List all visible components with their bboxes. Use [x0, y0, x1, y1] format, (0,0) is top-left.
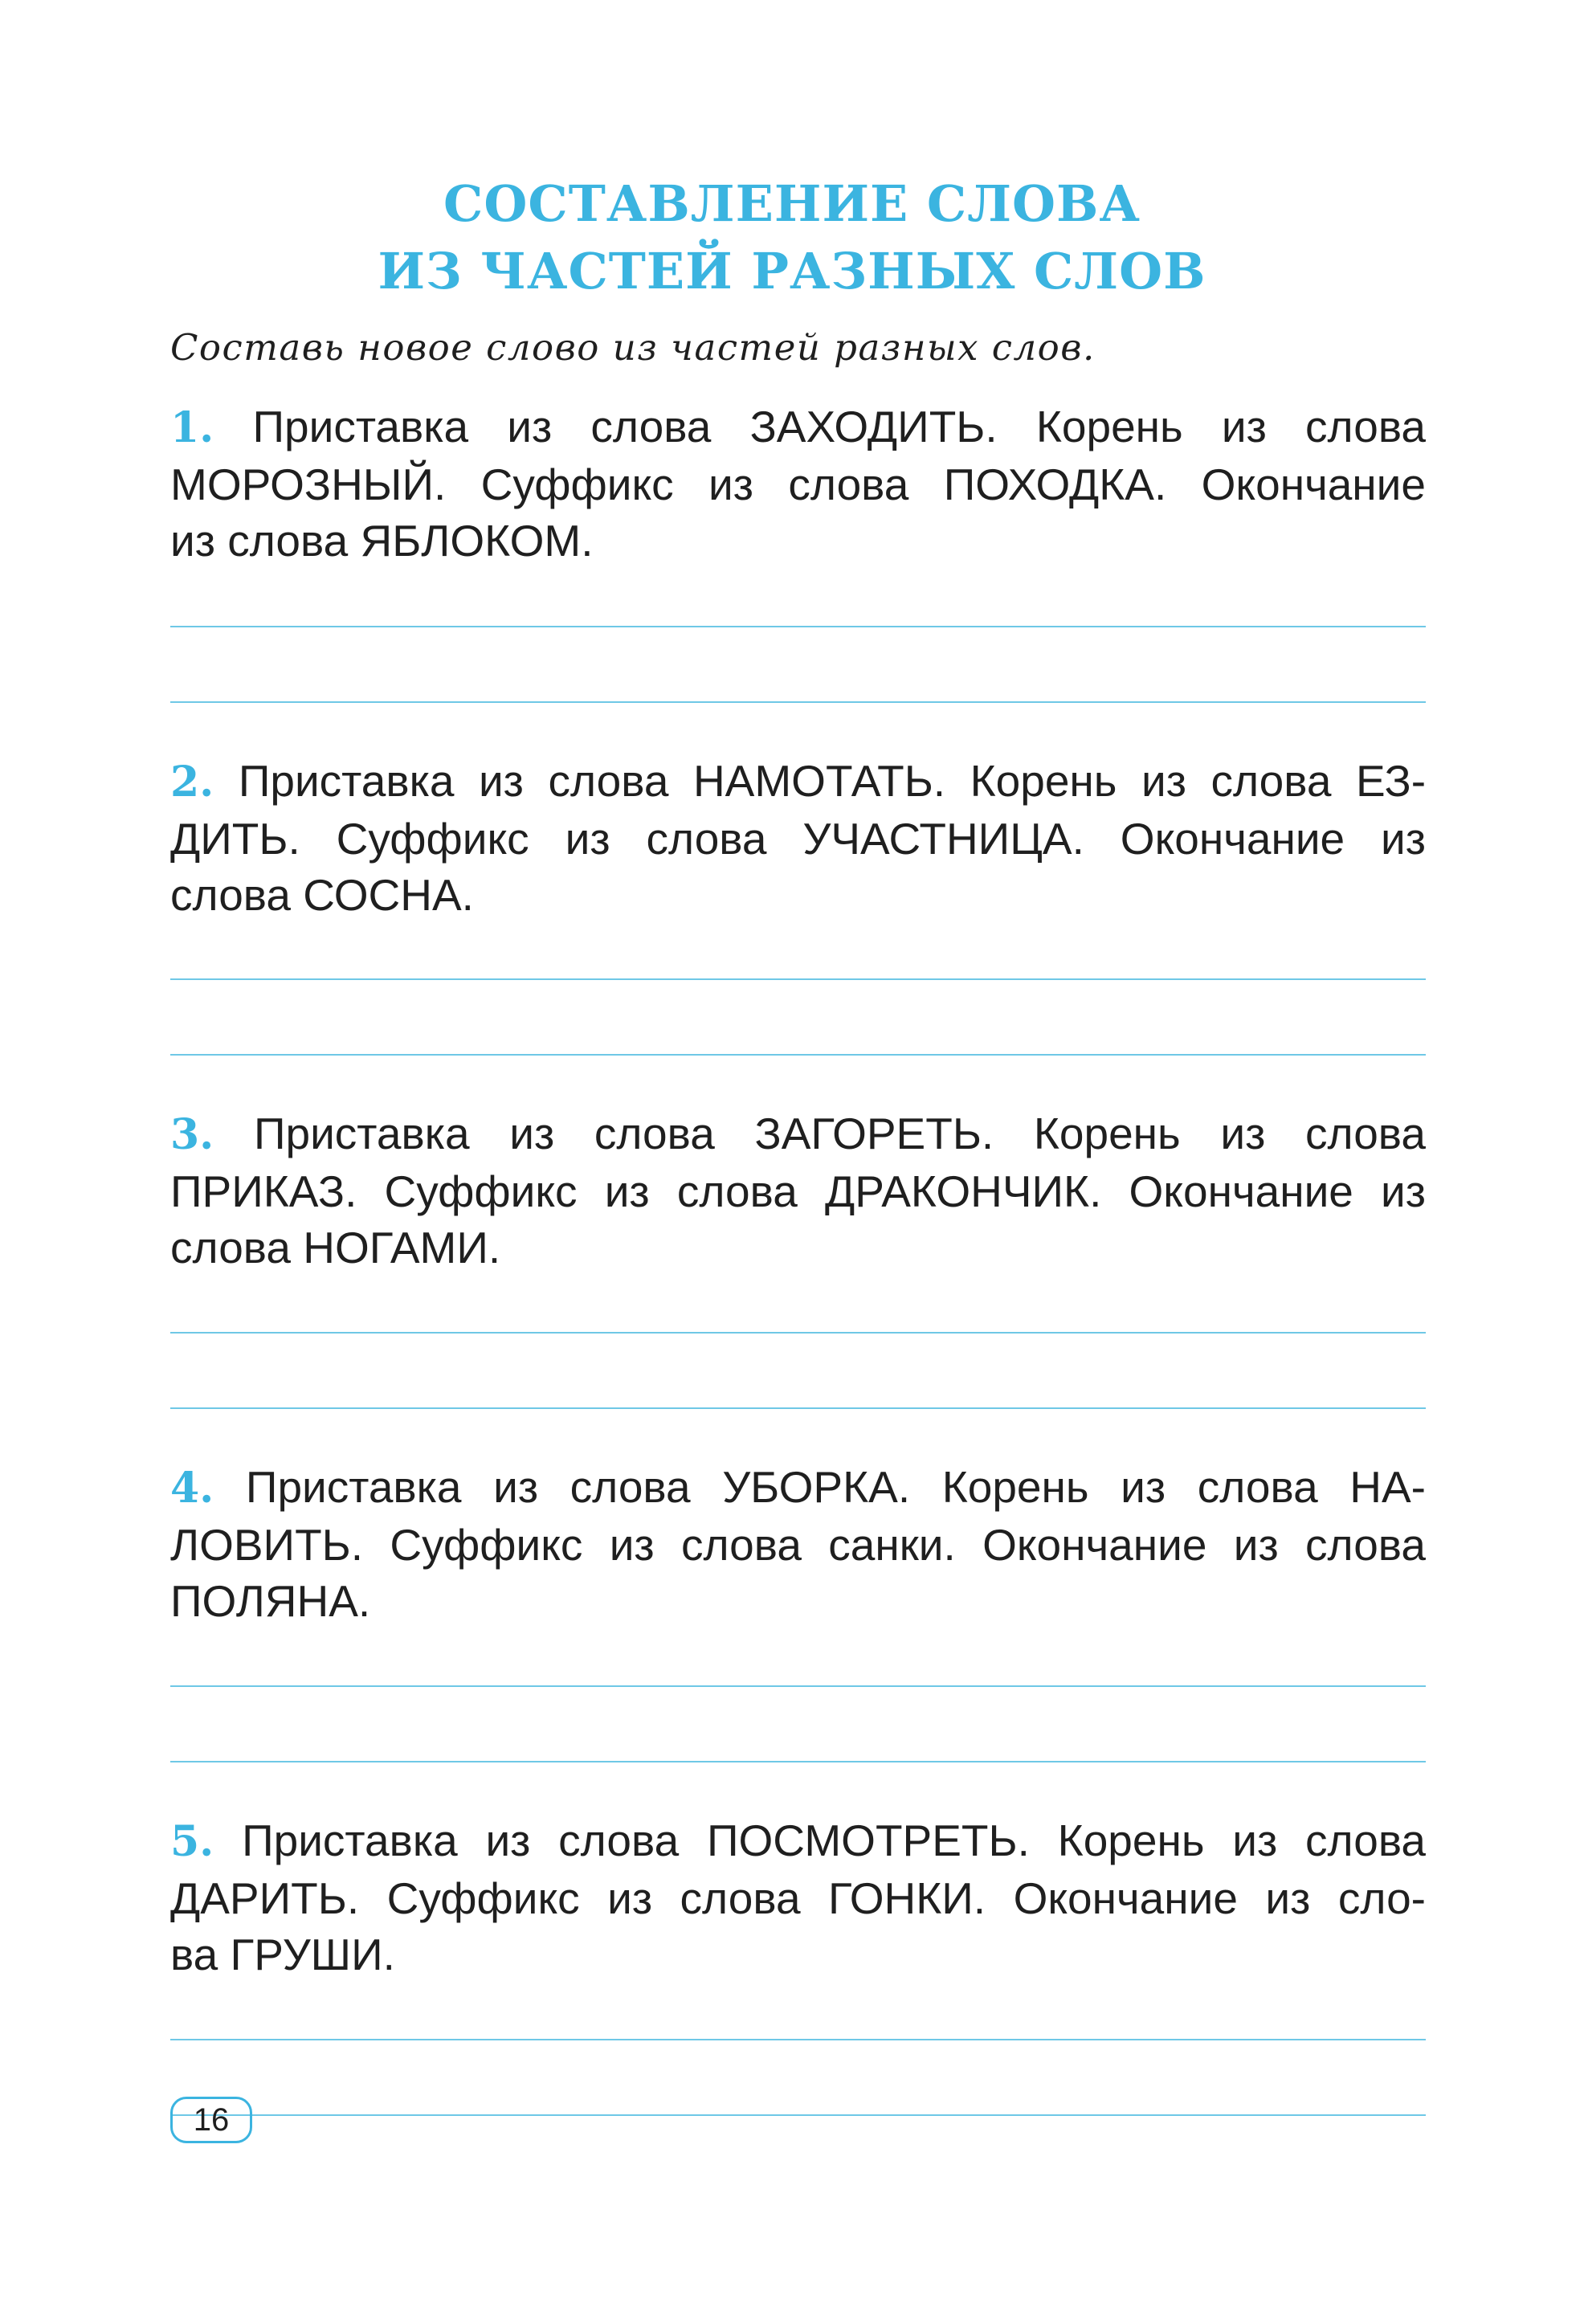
- title-line-2: ИЗ ЧАСТЕЙ РАЗНЫХ СЛОВ: [378, 242, 1206, 300]
- answer-line[interactable]: [170, 626, 1426, 627]
- task-5: [170, 1812, 1426, 1983]
- task-line: ПОЛЯНА.: [170, 1576, 371, 1626]
- answer-line[interactable]: [170, 2114, 1426, 2116]
- task-line: слова НОГАМИ.: [170, 1223, 501, 1272]
- task-line: Приставка из слова ЗАХОДИТЬ. Корень из слова: [252, 402, 1427, 451]
- page-number-badge: 16: [170, 2097, 252, 2143]
- task-number: 1.: [170, 403, 214, 452]
- task-number: 5.: [170, 1817, 214, 1866]
- task-line: ПРИКАЗ. Суффикс из слова ДРАКОНЧИК. Окончание из: [170, 1166, 1426, 1216]
- task-number: 3.: [170, 1110, 214, 1159]
- answer-line[interactable]: [170, 701, 1426, 703]
- task-number: 2.: [170, 758, 214, 807]
- task-line: ва ГРУШИ.: [170, 1930, 395, 1979]
- answer-line[interactable]: [170, 2039, 1426, 2040]
- answer-line[interactable]: [170, 1685, 1426, 1687]
- answer-line[interactable]: [170, 978, 1426, 980]
- answer-line[interactable]: [170, 1407, 1426, 1409]
- answer-line[interactable]: [170, 1761, 1426, 1762]
- task-number: 4.: [170, 1464, 214, 1513]
- task-2: [170, 753, 1426, 923]
- answer-line[interactable]: [170, 1054, 1426, 1056]
- task-3: [170, 1105, 1426, 1276]
- task-line: из слова ЯБЛОКОМ.: [170, 516, 594, 566]
- task-line: слова СОСНА.: [170, 870, 474, 920]
- task-1: [170, 398, 1426, 569]
- task-line: Приставка из слова ЗАГОРЕТЬ. Корень из слова: [253, 1109, 1426, 1158]
- task-line: Приставка из слова ПОСМОТРЕТЬ. Корень из слова: [242, 1815, 1427, 1865]
- task-line: ДИТЬ. Суффикс из слова УЧАСТНИЦА. Окончание из: [170, 814, 1426, 864]
- task-line: ЛОВИТЬ. Суффикс из слова санки. Окончание из слова: [170, 1520, 1426, 1570]
- task-line: ДАРИТЬ. Суффикс из слова ГОНКИ. Окончание из сло-: [170, 1873, 1426, 1923]
- task-line: МОРОЗНЫЙ. Суффикс из слова ПОХОДКА. Окончание: [170, 459, 1426, 509]
- task-line: Приставка из слова НАМОТАТЬ. Корень из слова ЕЗ-: [238, 756, 1427, 806]
- task-line: Приставка из слова УБОРКА. Корень из слова НА-: [245, 1462, 1426, 1512]
- title-line-1: СОСТАВЛЕНИЕ СЛОВА: [443, 174, 1141, 233]
- answer-line[interactable]: [170, 1332, 1426, 1334]
- instruction-text: Составь новое слово из частей разных слов.: [170, 326, 1096, 369]
- task-4: [170, 1459, 1426, 1629]
- page-title: [0, 170, 1584, 305]
